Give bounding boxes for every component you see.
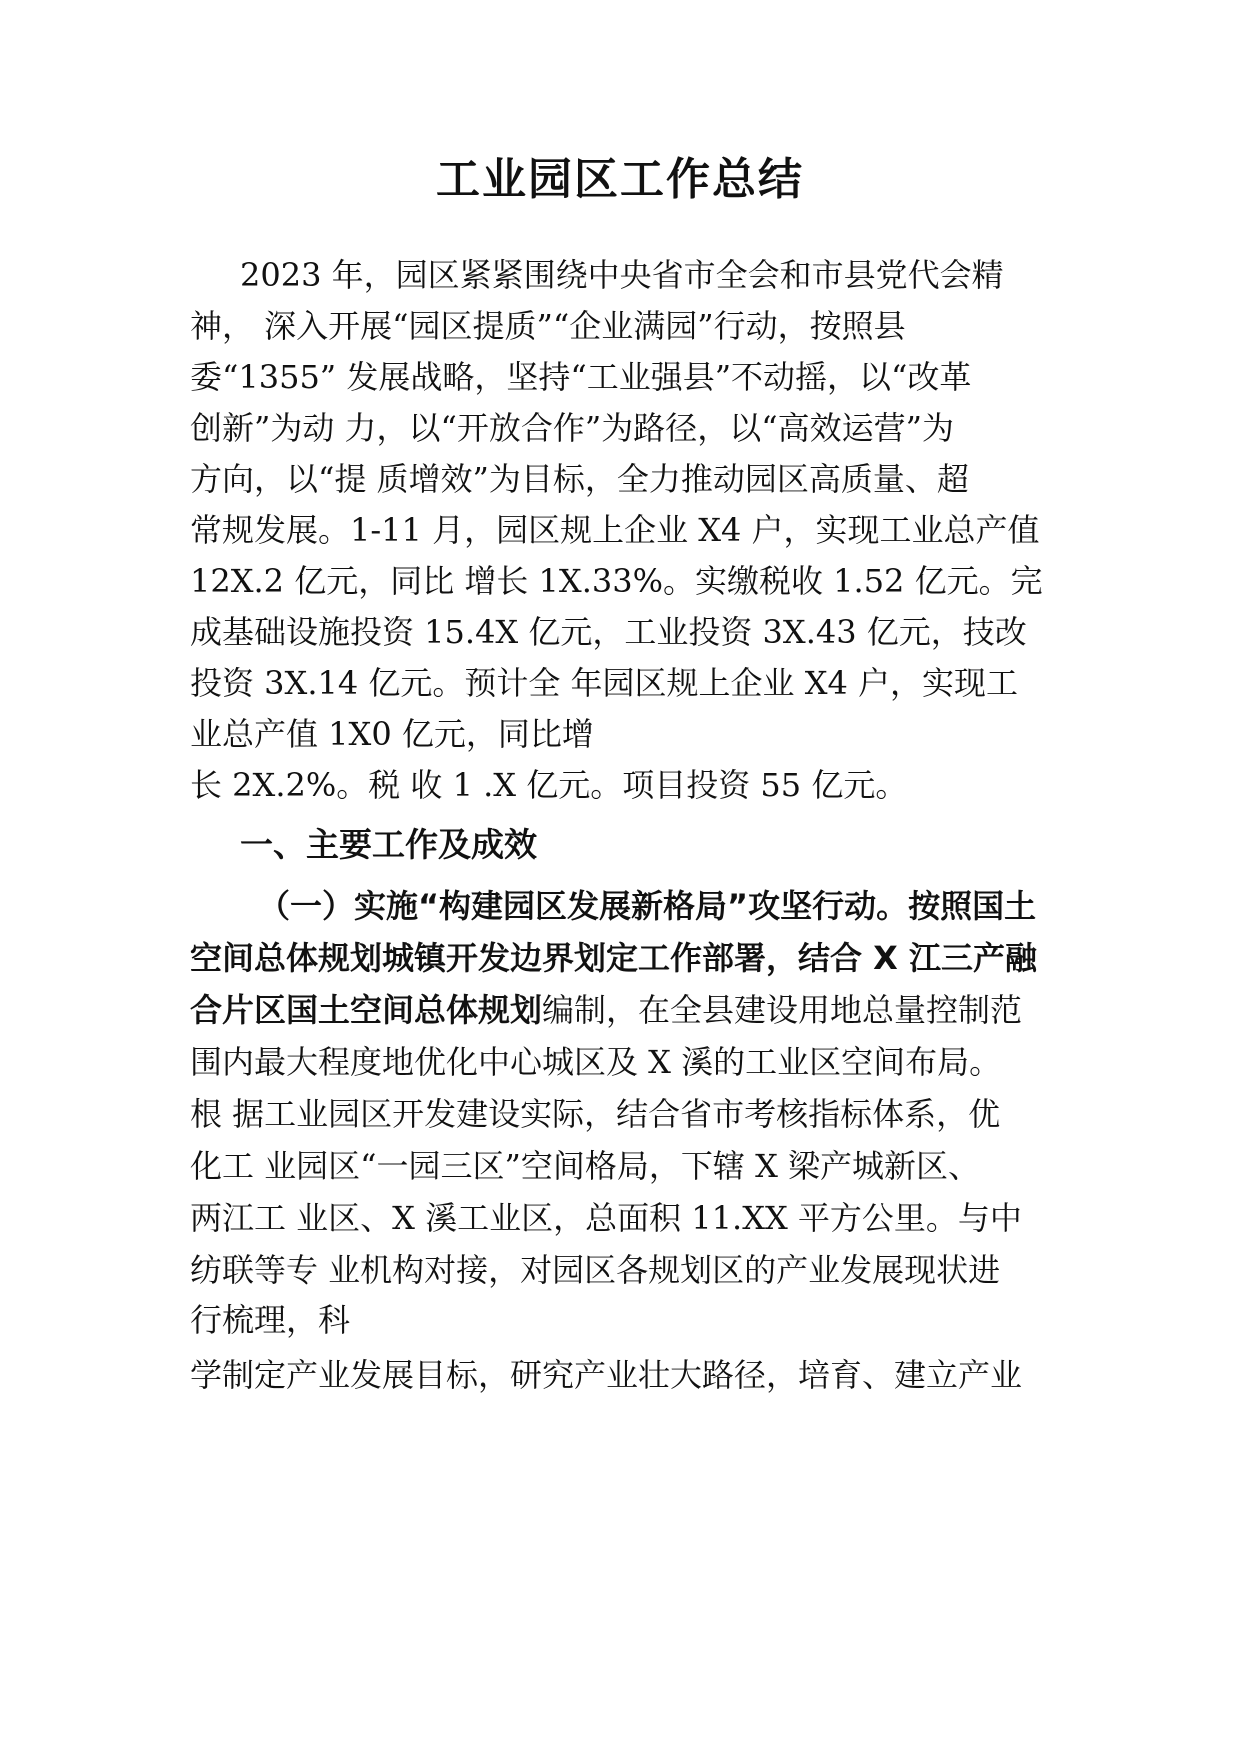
subsection-normal-run: 编制，在全县建设用地总量控制范	[542, 991, 1023, 1029]
intro-line: 2023 年，园区紧紧围绕中央省市全会和市县党代会精	[240, 256, 1004, 294]
subsection-line: 根 据工业园区开发建设实际，结合省市考核指标体系，优	[190, 1095, 1001, 1133]
subsection-line: 学制定产业发展目标，研究产业壮大路径，培育、建立产业	[190, 1356, 1023, 1394]
intro-line: 投资 3X.14 亿元。预计全 年园区规上企业 X4 户，实现工	[190, 664, 1019, 702]
subsection-line: 化工 业园区“一园三区”空间格局，下辖 X 梁产城新区、	[190, 1147, 981, 1185]
subsection-bold-line: 空间总体规划城镇开发边界划定工作部署，结合 X 江三产融	[190, 939, 1037, 977]
subsection-line: 行梳理，科	[190, 1301, 351, 1339]
intro-line: 业总产值 1X0 亿元，同比增	[190, 715, 594, 753]
subsection-bold-run: 合片区国土空间总体规划	[190, 991, 543, 1029]
subsection-line: 纺联等专 业机构对接，对园区各规划区的产业发展现状进	[190, 1251, 1001, 1289]
intro-line: 神， 深入开展“园区提质”“企业满园”行动，按照县	[190, 307, 906, 345]
intro-line: 成基础设施投资 15.4X 亿元，工业投资 3X.43 亿元，技改	[190, 613, 1027, 651]
subsection-bold-line: （一）实施“构建园区发展新格局”攻坚行动。按照国土	[258, 887, 1037, 925]
intro-line: 12X.2 亿元，同比 增长 1X.33%。实缴税收 1.52 亿元。完	[190, 562, 1043, 600]
section-heading: 一、主要工作及成效	[240, 825, 537, 864]
intro-line: 常规发展。1-11 月，园区规上企业 X4 户，实现工业总产值	[190, 511, 1040, 549]
intro-line: 委“1355” 发展战略，坚持“工业强县”不动摇，以“改革	[190, 358, 972, 396]
intro-line: 创新”为动 力，以“开放合作”为路径，以“高效运营”为	[190, 409, 954, 447]
intro-line: 方向，以“提 质增效”为目标，全力推动园区高质量、超	[190, 460, 969, 498]
subsection-line: 两江工 业区、X 溪工业区，总面积 11.XX 平方公里。与中	[190, 1199, 1022, 1237]
document-title: 工业园区工作总结	[436, 154, 804, 205]
intro-line: 长 2X.2%。税 收 1 .X 亿元。项目投资 55 亿元。	[190, 766, 908, 804]
subsection-line: 围内最大程度地优化中心城区及 X 溪的工业区空间布局。	[190, 1043, 1002, 1081]
subsection-mixed-line	[190, 987, 1022, 1033]
